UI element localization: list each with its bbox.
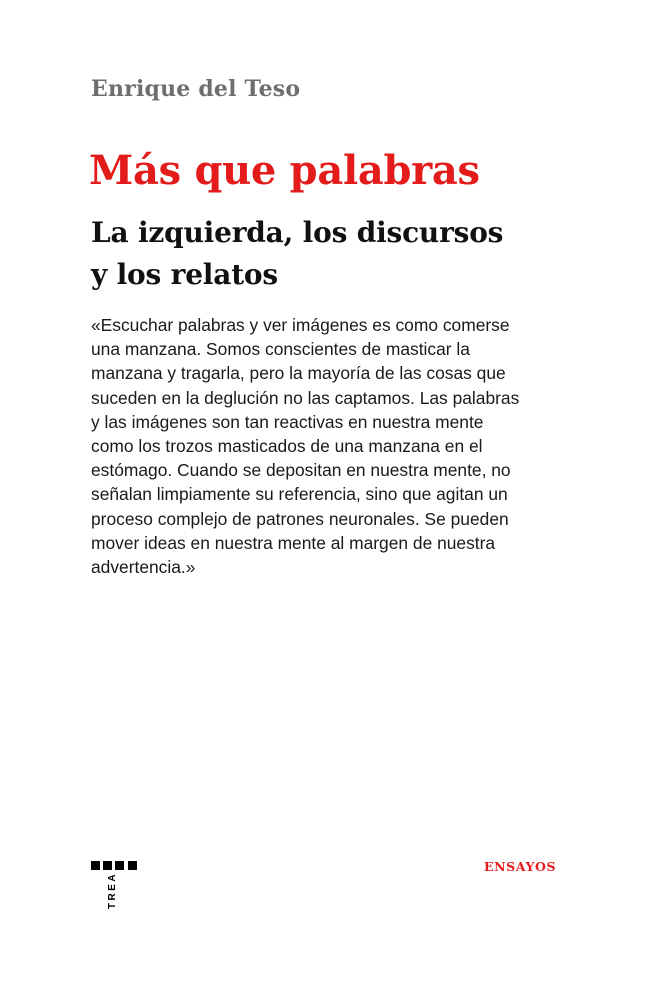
quote-line: advertencia.» xyxy=(91,557,196,578)
logo-square-icon xyxy=(103,861,112,870)
collection-label: ENSAYOS xyxy=(484,859,557,874)
publisher-name xyxy=(102,871,124,909)
quote-line: una manzana. Somos conscientes de masticar la xyxy=(91,339,470,360)
logo-square-icon xyxy=(128,861,137,870)
publisher-logo xyxy=(91,858,137,910)
quote-line: proceso complejo de patrones neuronales. Se pueden xyxy=(91,508,509,529)
quote-line: «Escuchar palabras y ver imágenes es como comerse xyxy=(91,315,510,335)
quote-line: mover ideas en nuestra mente al margen de nuestra xyxy=(91,532,496,553)
book-subtitle xyxy=(91,212,611,296)
logo-square-icon xyxy=(91,861,100,870)
subtitle-line: y los relatos xyxy=(91,258,278,291)
quote-line: señalan limpiamente su referencia, sino que agitan un xyxy=(91,484,508,505)
publisher-name-text: TREA xyxy=(107,871,119,909)
quote-line: estómago. Cuando se depositan en nuestra mente, no xyxy=(91,460,511,481)
quote-line: suceden en la deglución no las captamos. Las palabras xyxy=(91,387,520,408)
cover-quote xyxy=(91,313,591,579)
logo-square-icon xyxy=(115,861,124,870)
quote-line: y las imágenes son tan reactivas en nuestra mente xyxy=(91,411,484,432)
quote-line: como los trozos masticados de una manzana en el xyxy=(91,436,483,457)
book-title: Más que palabras xyxy=(89,147,480,194)
author-name: Enrique del Teso xyxy=(91,76,301,102)
quote-line: manzana y tragarla, pero la mayoría de las cosas que xyxy=(91,363,506,384)
subtitle-line: La izquierda, los discursos xyxy=(91,216,504,249)
